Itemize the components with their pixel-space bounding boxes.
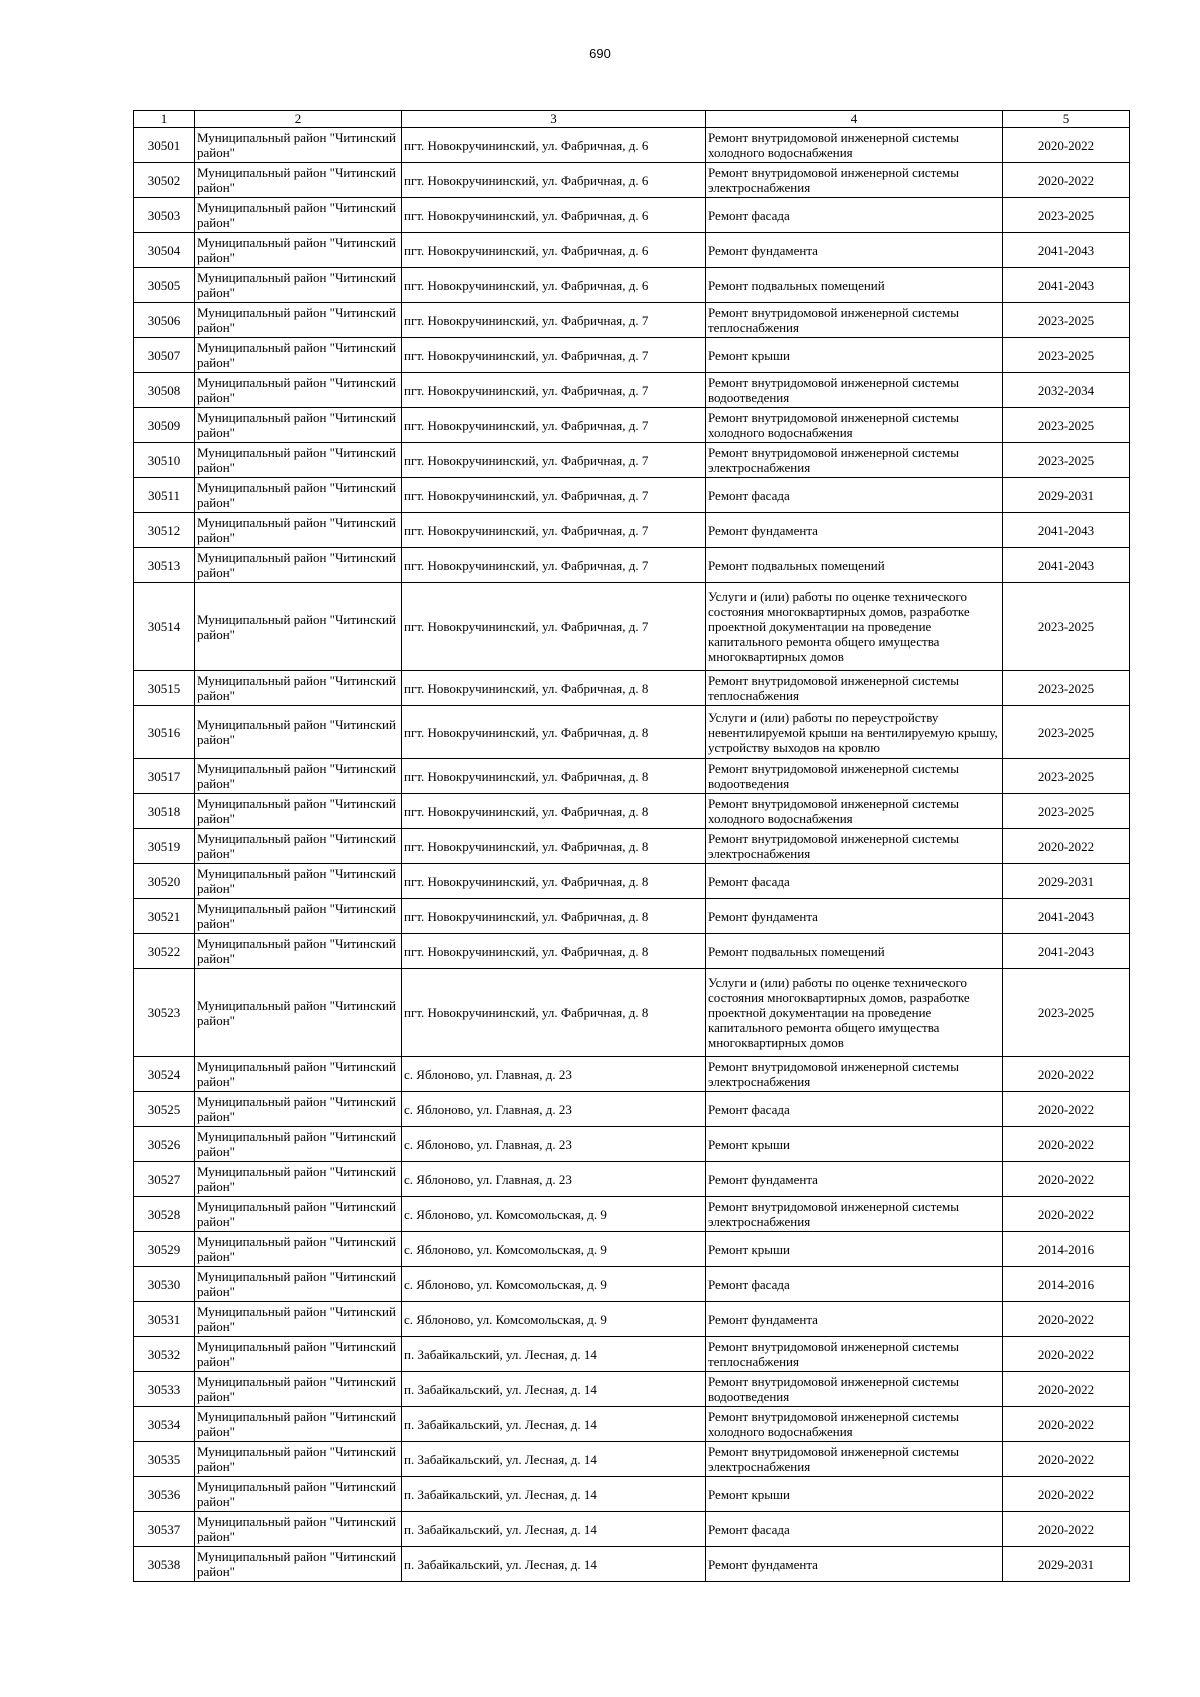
work-type-cell: Ремонт внутридомовой инженерной системы холодного водоснабжения [706, 128, 1003, 163]
work-type-cell: Ремонт внутридомовой инженерной системы электроснабжения [706, 443, 1003, 478]
period-cell: 2041-2043 [1003, 934, 1130, 969]
work-type-cell: Ремонт крыши [706, 1477, 1003, 1512]
row-number-cell: 30530 [134, 1267, 195, 1302]
table-row [134, 969, 1130, 1057]
address-cell: пгт. Новокручининский, ул. Фабричная, д. 7 [402, 303, 706, 338]
table-row [134, 1442, 1130, 1477]
table-row [134, 1407, 1130, 1442]
municipality-cell: Муниципальный район "Читинский район" [195, 233, 402, 268]
row-number-cell: 30522 [134, 934, 195, 969]
table-row [134, 1232, 1130, 1267]
row-number-cell: 30525 [134, 1092, 195, 1127]
row-number-cell: 30534 [134, 1407, 195, 1442]
work-type-cell: Ремонт фундамента [706, 899, 1003, 934]
municipality-cell: Муниципальный район "Читинский район" [195, 1197, 402, 1232]
period-cell: 2023-2025 [1003, 671, 1130, 706]
table-header [134, 111, 1130, 128]
row-number-cell: 30531 [134, 1302, 195, 1337]
address-cell: пгт. Новокручининский, ул. Фабричная, д. 8 [402, 706, 706, 759]
table-row [134, 1127, 1130, 1162]
row-number-cell: 30501 [134, 128, 195, 163]
address-cell: с. Яблоново, ул. Комсомольская, д. 9 [402, 1302, 706, 1337]
work-type-cell: Ремонт внутридомовой инженерной системы электроснабжения [706, 1057, 1003, 1092]
period-cell: 2014-2016 [1003, 1267, 1130, 1302]
row-number-cell: 30533 [134, 1372, 195, 1407]
row-number-cell: 30517 [134, 759, 195, 794]
table-row [134, 794, 1130, 829]
municipality-cell: Муниципальный район "Читинский район" [195, 163, 402, 198]
address-cell: пгт. Новокручининский, ул. Фабричная, д. 8 [402, 671, 706, 706]
address-cell: пгт. Новокручининский, ул. Фабричная, д. 6 [402, 268, 706, 303]
work-type-cell: Ремонт внутридомовой инженерной системы теплоснабжения [706, 1337, 1003, 1372]
work-type-cell: Ремонт фасада [706, 1092, 1003, 1127]
work-type-cell: Ремонт фасада [706, 198, 1003, 233]
address-cell: пгт. Новокручининский, ул. Фабричная, д. 8 [402, 759, 706, 794]
table-row [134, 1057, 1130, 1092]
municipality-cell: Муниципальный район "Читинский район" [195, 478, 402, 513]
municipality-cell: Муниципальный район "Читинский район" [195, 408, 402, 443]
address-cell: пгт. Новокручининский, ул. Фабричная, д. 7 [402, 548, 706, 583]
municipality-cell: Муниципальный район "Читинский район" [195, 794, 402, 829]
column-header-3: 3 [402, 111, 706, 128]
row-number-cell: 30514 [134, 583, 195, 671]
column-header-5: 5 [1003, 111, 1130, 128]
address-cell: п. Забайкальский, ул. Лесная, д. 14 [402, 1372, 706, 1407]
period-cell: 2029-2031 [1003, 864, 1130, 899]
table-row [134, 338, 1130, 373]
row-number-cell: 30507 [134, 338, 195, 373]
row-number-cell: 30535 [134, 1442, 195, 1477]
municipality-cell: Муниципальный район "Читинский район" [195, 1057, 402, 1092]
table-row [134, 1547, 1130, 1582]
period-cell: 2020-2022 [1003, 1127, 1130, 1162]
address-cell: пгт. Новокручининский, ул. Фабричная, д. 7 [402, 338, 706, 373]
period-cell: 2023-2025 [1003, 198, 1130, 233]
table-row [134, 233, 1130, 268]
work-type-cell: Ремонт фундамента [706, 233, 1003, 268]
period-cell: 2020-2022 [1003, 1092, 1130, 1127]
period-cell: 2020-2022 [1003, 1057, 1130, 1092]
address-cell: пгт. Новокручининский, ул. Фабричная, д. 8 [402, 969, 706, 1057]
row-number-cell: 30511 [134, 478, 195, 513]
row-number-cell: 30509 [134, 408, 195, 443]
capital-repair-table [133, 110, 1130, 1582]
work-type-cell: Ремонт фасада [706, 1267, 1003, 1302]
municipality-cell: Муниципальный район "Читинский район" [195, 829, 402, 864]
period-cell: 2020-2022 [1003, 1302, 1130, 1337]
municipality-cell: Муниципальный район "Читинский район" [195, 899, 402, 934]
address-cell: п. Забайкальский, ул. Лесная, д. 14 [402, 1407, 706, 1442]
work-type-cell: Ремонт крыши [706, 1232, 1003, 1267]
address-cell: пгт. Новокручининский, ул. Фабричная, д. 7 [402, 583, 706, 671]
table-row [134, 128, 1130, 163]
row-number-cell: 30536 [134, 1477, 195, 1512]
period-cell: 2023-2025 [1003, 706, 1130, 759]
table-row [134, 163, 1130, 198]
municipality-cell: Муниципальный район "Читинский район" [195, 338, 402, 373]
period-cell: 2020-2022 [1003, 163, 1130, 198]
municipality-cell: Муниципальный район "Читинский район" [195, 1127, 402, 1162]
address-cell: пгт. Новокручининский, ул. Фабричная, д. 6 [402, 163, 706, 198]
row-number-cell: 30515 [134, 671, 195, 706]
period-cell: 2020-2022 [1003, 1407, 1130, 1442]
municipality-cell: Муниципальный район "Читинский район" [195, 671, 402, 706]
work-type-cell: Ремонт фасада [706, 1512, 1003, 1547]
municipality-cell: Муниципальный район "Читинский район" [195, 198, 402, 233]
municipality-cell: Муниципальный район "Читинский район" [195, 1512, 402, 1547]
address-cell: с. Яблоново, ул. Главная, д. 23 [402, 1162, 706, 1197]
address-cell: пгт. Новокручининский, ул. Фабричная, д. 8 [402, 864, 706, 899]
table-row [134, 583, 1130, 671]
address-cell: пгт. Новокручининский, ул. Фабричная, д. 7 [402, 443, 706, 478]
address-cell: пгт. Новокручининский, ул. Фабричная, д. 7 [402, 408, 706, 443]
address-cell: п. Забайкальский, ул. Лесная, д. 14 [402, 1477, 706, 1512]
municipality-cell: Муниципальный район "Читинский район" [195, 1337, 402, 1372]
period-cell: 2023-2025 [1003, 303, 1130, 338]
table-row [134, 513, 1130, 548]
table-row [134, 443, 1130, 478]
period-cell: 2020-2022 [1003, 1512, 1130, 1547]
address-cell: с. Яблоново, ул. Главная, д. 23 [402, 1057, 706, 1092]
period-cell: 2029-2031 [1003, 478, 1130, 513]
row-number-cell: 30508 [134, 373, 195, 408]
period-cell: 2029-2031 [1003, 1547, 1130, 1582]
table-row [134, 408, 1130, 443]
table-row [134, 478, 1130, 513]
row-number-cell: 30521 [134, 899, 195, 934]
address-cell: пгт. Новокручининский, ул. Фабричная, д. 8 [402, 899, 706, 934]
municipality-cell: Муниципальный район "Читинский район" [195, 373, 402, 408]
period-cell: 2014-2016 [1003, 1232, 1130, 1267]
address-cell: пгт. Новокручининский, ул. Фабричная, д. 7 [402, 478, 706, 513]
period-cell: 2020-2022 [1003, 1162, 1130, 1197]
address-cell: п. Забайкальский, ул. Лесная, д. 14 [402, 1337, 706, 1372]
table-row [134, 303, 1130, 338]
table-row [134, 1337, 1130, 1372]
period-cell: 2023-2025 [1003, 408, 1130, 443]
municipality-cell: Муниципальный район "Читинский район" [195, 128, 402, 163]
municipality-cell: Муниципальный район "Читинский район" [195, 548, 402, 583]
row-number-cell: 30524 [134, 1057, 195, 1092]
municipality-cell: Муниципальный район "Читинский район" [195, 303, 402, 338]
period-cell: 2020-2022 [1003, 1337, 1130, 1372]
period-cell: 2020-2022 [1003, 829, 1130, 864]
row-number-cell: 30532 [134, 1337, 195, 1372]
column-header-1: 1 [134, 111, 195, 128]
row-number-cell: 30523 [134, 969, 195, 1057]
period-cell: 2020-2022 [1003, 1442, 1130, 1477]
table-row [134, 1162, 1130, 1197]
row-number-cell: 30526 [134, 1127, 195, 1162]
row-number-cell: 30510 [134, 443, 195, 478]
municipality-cell: Муниципальный район "Читинский район" [195, 1547, 402, 1582]
row-number-cell: 30537 [134, 1512, 195, 1547]
period-cell: 2041-2043 [1003, 233, 1130, 268]
work-type-cell: Ремонт внутридомовой инженерной системы электроснабжения [706, 1197, 1003, 1232]
header-row [134, 111, 1130, 128]
municipality-cell: Муниципальный район "Читинский район" [195, 268, 402, 303]
address-cell: пгт. Новокручининский, ул. Фабричная, д. 7 [402, 373, 706, 408]
table-row [134, 1197, 1130, 1232]
row-number-cell: 30528 [134, 1197, 195, 1232]
table-row [134, 934, 1130, 969]
municipality-cell: Муниципальный район "Читинский район" [195, 1477, 402, 1512]
municipality-cell: Муниципальный район "Читинский район" [195, 1092, 402, 1127]
work-type-cell: Ремонт внутридомовой инженерной системы электроснабжения [706, 1442, 1003, 1477]
work-type-cell: Ремонт фундамента [706, 1162, 1003, 1197]
work-type-cell: Ремонт фасада [706, 478, 1003, 513]
table-body [134, 128, 1130, 1582]
table-row [134, 198, 1130, 233]
row-number-cell: 30503 [134, 198, 195, 233]
table-row [134, 829, 1130, 864]
period-cell: 2023-2025 [1003, 583, 1130, 671]
work-type-cell: Услуги и (или) работы по оценке технического состояния многоквартирных домов, разработке проектной документации на проведение капитального ремонта общего имущества многоквартирных домов [706, 969, 1003, 1057]
row-number-cell: 30516 [134, 706, 195, 759]
municipality-cell: Муниципальный район "Читинский район" [195, 1442, 402, 1477]
period-cell: 2041-2043 [1003, 899, 1130, 934]
row-number-cell: 30506 [134, 303, 195, 338]
address-cell: п. Забайкальский, ул. Лесная, д. 14 [402, 1512, 706, 1547]
address-cell: пгт. Новокручининский, ул. Фабричная, д. 6 [402, 128, 706, 163]
table-row [134, 373, 1130, 408]
municipality-cell: Муниципальный район "Читинский район" [195, 1232, 402, 1267]
row-number-cell: 30518 [134, 794, 195, 829]
address-cell: п. Забайкальский, ул. Лесная, д. 14 [402, 1547, 706, 1582]
row-number-cell: 30529 [134, 1232, 195, 1267]
page-number: 690 [589, 46, 611, 61]
row-number-cell: 30505 [134, 268, 195, 303]
period-cell: 2041-2043 [1003, 548, 1130, 583]
municipality-cell: Муниципальный район "Читинский район" [195, 1372, 402, 1407]
municipality-cell: Муниципальный район "Читинский район" [195, 513, 402, 548]
work-type-cell: Ремонт внутридомовой инженерной системы электроснабжения [706, 163, 1003, 198]
work-type-cell: Ремонт подвальных помещений [706, 934, 1003, 969]
work-type-cell: Ремонт внутридомовой инженерной системы электроснабжения [706, 829, 1003, 864]
period-cell: 2023-2025 [1003, 443, 1130, 478]
work-type-cell: Ремонт внутридомовой инженерной системы водоотведения [706, 759, 1003, 794]
address-cell: с. Яблоново, ул. Главная, д. 23 [402, 1127, 706, 1162]
row-number-cell: 30504 [134, 233, 195, 268]
row-number-cell: 30513 [134, 548, 195, 583]
row-number-cell: 30538 [134, 1547, 195, 1582]
table-row [134, 706, 1130, 759]
period-cell: 2023-2025 [1003, 794, 1130, 829]
work-type-cell: Ремонт крыши [706, 1127, 1003, 1162]
work-type-cell: Ремонт фасада [706, 864, 1003, 899]
municipality-cell: Муниципальный район "Читинский район" [195, 1407, 402, 1442]
municipality-cell: Муниципальный район "Читинский район" [195, 443, 402, 478]
period-cell: 2023-2025 [1003, 338, 1130, 373]
address-cell: п. Забайкальский, ул. Лесная, д. 14 [402, 1442, 706, 1477]
table-row [134, 1477, 1130, 1512]
municipality-cell: Муниципальный район "Читинский район" [195, 1302, 402, 1337]
municipality-cell: Муниципальный район "Читинский район" [195, 969, 402, 1057]
address-cell: с. Яблоново, ул. Главная, д. 23 [402, 1092, 706, 1127]
address-cell: с. Яблоново, ул. Комсомольская, д. 9 [402, 1267, 706, 1302]
row-number-cell: 30519 [134, 829, 195, 864]
period-cell: 2032-2034 [1003, 373, 1130, 408]
table-row [134, 899, 1130, 934]
work-type-cell: Ремонт внутридомовой инженерной системы холодного водоснабжения [706, 1407, 1003, 1442]
work-type-cell: Ремонт фундамента [706, 1302, 1003, 1337]
municipality-cell: Муниципальный район "Читинский район" [195, 706, 402, 759]
period-cell: 2023-2025 [1003, 759, 1130, 794]
municipality-cell: Муниципальный район "Читинский район" [195, 1267, 402, 1302]
period-cell: 2020-2022 [1003, 1477, 1130, 1512]
address-cell: пгт. Новокручининский, ул. Фабричная, д. 7 [402, 513, 706, 548]
table-row [134, 759, 1130, 794]
municipality-cell: Муниципальный район "Читинский район" [195, 934, 402, 969]
address-cell: пгт. Новокручининский, ул. Фабричная, д. 8 [402, 934, 706, 969]
period-cell: 2023-2025 [1003, 969, 1130, 1057]
period-cell: 2041-2043 [1003, 513, 1130, 548]
work-type-cell: Ремонт внутридомовой инженерной системы теплоснабжения [706, 671, 1003, 706]
work-type-cell: Ремонт внутридомовой инженерной системы водоотведения [706, 1372, 1003, 1407]
period-cell: 2020-2022 [1003, 1372, 1130, 1407]
table-row [134, 1092, 1130, 1127]
address-cell: пгт. Новокручининский, ул. Фабричная, д. 6 [402, 198, 706, 233]
work-type-cell: Ремонт фундамента [706, 1547, 1003, 1582]
row-number-cell: 30527 [134, 1162, 195, 1197]
table-row [134, 1512, 1130, 1547]
work-type-cell: Ремонт внутридомовой инженерной системы холодного водоснабжения [706, 408, 1003, 443]
work-type-cell: Ремонт внутридомовой инженерной системы холодного водоснабжения [706, 794, 1003, 829]
table-row [134, 1372, 1130, 1407]
table-row [134, 864, 1130, 899]
column-header-4: 4 [706, 111, 1003, 128]
period-cell: 2041-2043 [1003, 268, 1130, 303]
address-cell: пгт. Новокручининский, ул. Фабричная, д. 8 [402, 829, 706, 864]
address-cell: с. Яблоново, ул. Комсомольская, д. 9 [402, 1232, 706, 1267]
row-number-cell: 30520 [134, 864, 195, 899]
period-cell: 2020-2022 [1003, 128, 1130, 163]
table-row [134, 548, 1130, 583]
work-type-cell: Ремонт внутридомовой инженерной системы теплоснабжения [706, 303, 1003, 338]
work-type-cell: Ремонт подвальных помещений [706, 548, 1003, 583]
municipality-cell: Муниципальный район "Читинский район" [195, 759, 402, 794]
table-row [134, 1302, 1130, 1337]
table-row [134, 671, 1130, 706]
table-row [134, 268, 1130, 303]
municipality-cell: Муниципальный район "Читинский район" [195, 1162, 402, 1197]
table-row [134, 1267, 1130, 1302]
work-type-cell: Ремонт крыши [706, 338, 1003, 373]
row-number-cell: 30512 [134, 513, 195, 548]
municipality-cell: Муниципальный район "Читинский район" [195, 583, 402, 671]
work-type-cell: Услуги и (или) работы по переустройству невентилируемой крыши на вентилируемую крышу, устройству выходов на кровлю [706, 706, 1003, 759]
work-type-cell: Ремонт внутридомовой инженерной системы водоотведения [706, 373, 1003, 408]
work-type-cell: Услуги и (или) работы по оценке технического состояния многоквартирных домов, разработке проектной документации на проведение капитального ремонта общего имущества многоквартирных домов [706, 583, 1003, 671]
column-header-2: 2 [195, 111, 402, 128]
row-number-cell: 30502 [134, 163, 195, 198]
work-type-cell: Ремонт фундамента [706, 513, 1003, 548]
address-cell: пгт. Новокручининский, ул. Фабричная, д. 8 [402, 794, 706, 829]
address-cell: пгт. Новокручининский, ул. Фабричная, д. 6 [402, 233, 706, 268]
municipality-cell: Муниципальный район "Читинский район" [195, 864, 402, 899]
address-cell: с. Яблоново, ул. Комсомольская, д. 9 [402, 1197, 706, 1232]
period-cell: 2020-2022 [1003, 1197, 1130, 1232]
work-type-cell: Ремонт подвальных помещений [706, 268, 1003, 303]
